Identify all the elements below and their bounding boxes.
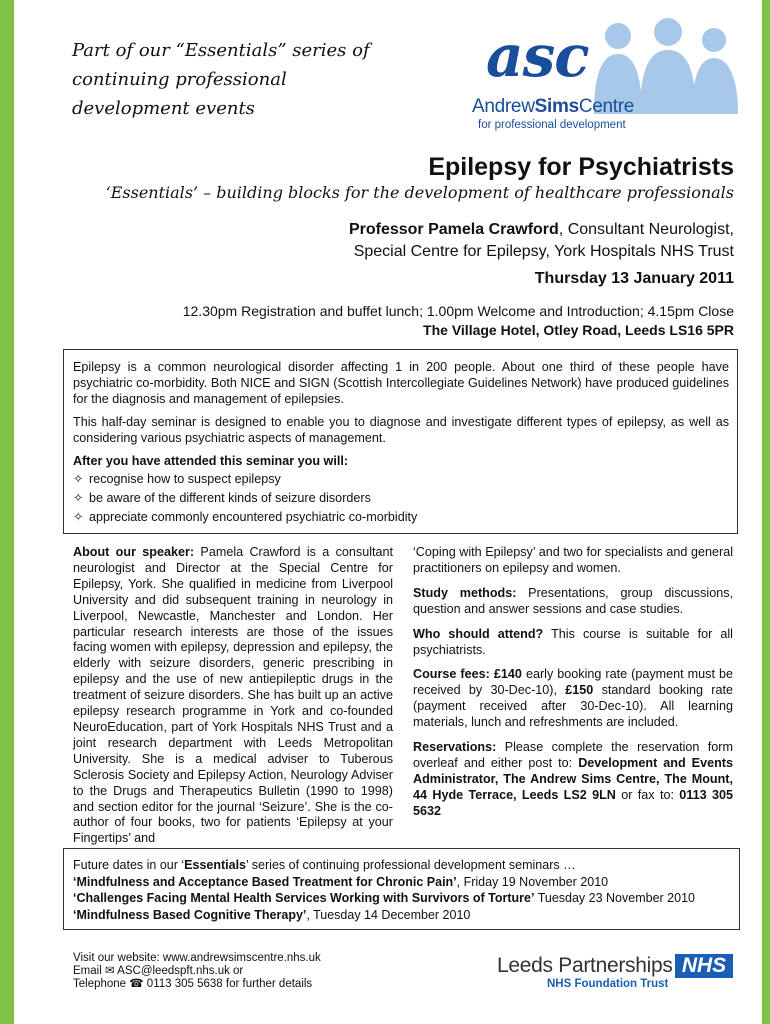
fees-text-standard: standard booking rate (payment received after 30-Dec-10). All learning materials, lunch and refreshments are included. [413,683,733,730]
course-fees [413,667,733,731]
star-bullet-icon: ✧ [73,510,84,524]
reservations [413,740,733,820]
logo-centre-name [472,96,634,118]
standard-price: £150 [565,683,594,698]
schedule-text: 12.30pm Registration and buffet lunch; 1.00pm Welcome and Introduction; 4.15pm Close [182,303,734,319]
speaker-role: , Consultant Neurologist, [558,221,734,238]
right-green-bar [762,0,770,1024]
about-speaker-continued: ‘Coping with Epilepsy’ and two for specialists and general practitioners on epilepsy and women. [413,545,733,575]
future-event-title: ‘Mindfulness Based Cognitive Therapy’ [73,907,307,922]
left-green-bar [0,0,14,1024]
series-note-line: Part of our “Essentials” series of [72,40,370,61]
star-bullet-icon: ✧ [73,491,84,505]
future-intro-post: ’ series of continuing professional development seminars … [246,858,576,872]
list-item [73,490,729,506]
website-text: Visit our website: www.andrewsimscentre.nhs.uk [73,952,321,964]
reservations-address: Development and Events Administrator, The Andrew Sims Centre, The Mount, 44 Hyde Terrace, Leeds LS2 9LN [413,755,733,802]
logo-name-sims: Sims [534,96,579,117]
who-should-attend [413,627,733,659]
speaker-name: Professor Pamela Crawford [348,221,559,238]
attend-text: This course is suitable for all psychiatrists. [413,626,733,657]
email-label: Email [73,965,102,977]
future-event-date: , Tuesday 14 December 2010 [306,907,471,922]
future-intro [73,857,739,874]
about-speaker-column [73,545,393,847]
outcome-text: be aware of the different kinds of seizure disorders [89,491,371,505]
reservations-fax: 0113 305 5632 [413,787,733,818]
event-date: Thursday 13 January 2011 [534,270,734,287]
leeds-partnerships-logo [497,952,737,992]
contact-footer [73,952,321,991]
early-price: £140 [493,667,522,682]
nhs-badge: NHS [675,954,733,978]
reservations-fax-label: or fax to: [615,787,680,802]
series-note-line: continuing professional [72,69,287,90]
schedule-block [183,302,734,340]
attend-heading: Who should attend? [413,626,544,641]
intro-box [63,349,738,534]
future-event-date: Tuesday 23 November 2010 [534,891,695,905]
leeds-name: Leeds Partnerships [497,954,673,977]
study-methods-heading: Study methods: [413,585,517,600]
future-event-date: , Friday 19 November 2010 [456,874,609,889]
list-item [73,509,729,525]
future-event-title: ‘Challenges Facing Mental Health Services Working with Survivors of Torture’ [73,891,535,905]
logo-tagline: for professional development [478,119,626,131]
asc-logo [468,18,744,138]
about-speaker-text [73,545,393,847]
reservations-heading: Reservations: [413,740,497,755]
phone-label: Telephone [73,978,127,990]
reservations-text: Please complete the reservation form overleaf and either post to: [413,740,733,770]
outcome-text: recognise how to suspect epilepsy [89,472,281,486]
intro-paragraph: This half-day seminar is designed to enable you to diagnose and investigate different types of epilepsy, as well as considering various psychiatric aspects of management. [73,415,729,445]
telephone-icon: ☎ [129,978,144,990]
future-intro-series: Essentials [184,858,247,872]
logo-name-centre: Centre [578,96,635,117]
star-bullet-icon: ✧ [73,472,84,486]
future-intro-pre: Future dates in our ‘ [73,858,185,872]
future-event-title: ‘Mindfulness and Acceptance Based Treatment for Chronic Pain’ [73,874,457,889]
list-item [73,471,729,487]
page-title: Epilepsy for Psychiatrists [428,153,734,181]
speaker-info [254,219,734,263]
outcomes-list [73,471,729,525]
series-note-line: development events [72,98,255,119]
phone-line [73,978,321,991]
email-text: ASC@leedspft.nhs.uk or [114,965,244,977]
fees-text-early: early booking rate (payment must be received by 30-Dec-10), [413,667,734,698]
outcome-text: appreciate commonly encountered psychiatric co-morbidity [89,510,418,524]
study-methods [413,586,733,618]
phone-text: 0113 305 5638 for further details [143,978,313,990]
list-item [73,890,739,907]
venue-text: The Village Hotel, Otley Road, Leeds LS16 5PR [423,322,734,338]
outcomes-heading: After you have attended this seminar you will: [73,454,349,468]
details-column [413,545,733,829]
about-speaker-heading: About our speaker: [73,545,195,559]
list-item [73,874,739,891]
list-item [73,907,739,924]
logo-asc-wordmark: asc [486,22,589,90]
logo-name-andrew: Andrew [472,96,535,117]
speaker-affiliation: Special Centre for Epilepsy, York Hospitals NHS Trust [353,243,734,260]
email-line [73,965,321,978]
study-methods-text: Presentations, group discussions, question and answer sessions and case studies. [413,585,734,616]
series-note [72,36,412,123]
envelope-icon: ✉ [104,965,115,977]
fees-heading: Course fees: [413,667,490,682]
leeds-sub: NHS Foundation Trust [547,978,669,990]
intro-paragraph: Epilepsy is a common neurological disorder affecting 1 in 200 people. About one third of these people have psychiatric co-morbidity. Both NICE and SIGN (Scottish Intercollegiate Guidelines Network) have produced guidelines for the diagnosis and management of epilepsies. [73,360,729,406]
about-speaker-body: Pamela Crawford is a consultant neurologist and Director at the Special Centre for Epilepsy, York. She qualified in medicine from Liverpool University and did subsequent training in neurology in Liverpool, Newcastle, Manchester and London. Her particular research interests are those of the issues facing women with epilepsy, depression and epilepsy, the elderly with seizure disorders, generic prescribing in epilepsy and the use of new antiepileptic drugs in the treatment of seizure disorders. She has built up an active epilepsy research programme in York and co-founded NeuroEducation, part of York Hospitals NHS Trust and a joint research department with Leeds Metropolitan University. She is a medical adviser to Tuberous Sclerosis Society and Epilepsy Action, Neurology Adviser to the Drugs and Therapeutics Bulletin (1990 to 1998) and section editor for the journal ‘Seizure’. She is the co-author of four books, two for patients ‘Epilepsy at your Fingertips’ and [73,545,393,846]
page-subtitle: ‘Essentials’ – building blocks for the development of healthcare professionals [105,183,734,202]
future-dates-box [63,848,740,930]
